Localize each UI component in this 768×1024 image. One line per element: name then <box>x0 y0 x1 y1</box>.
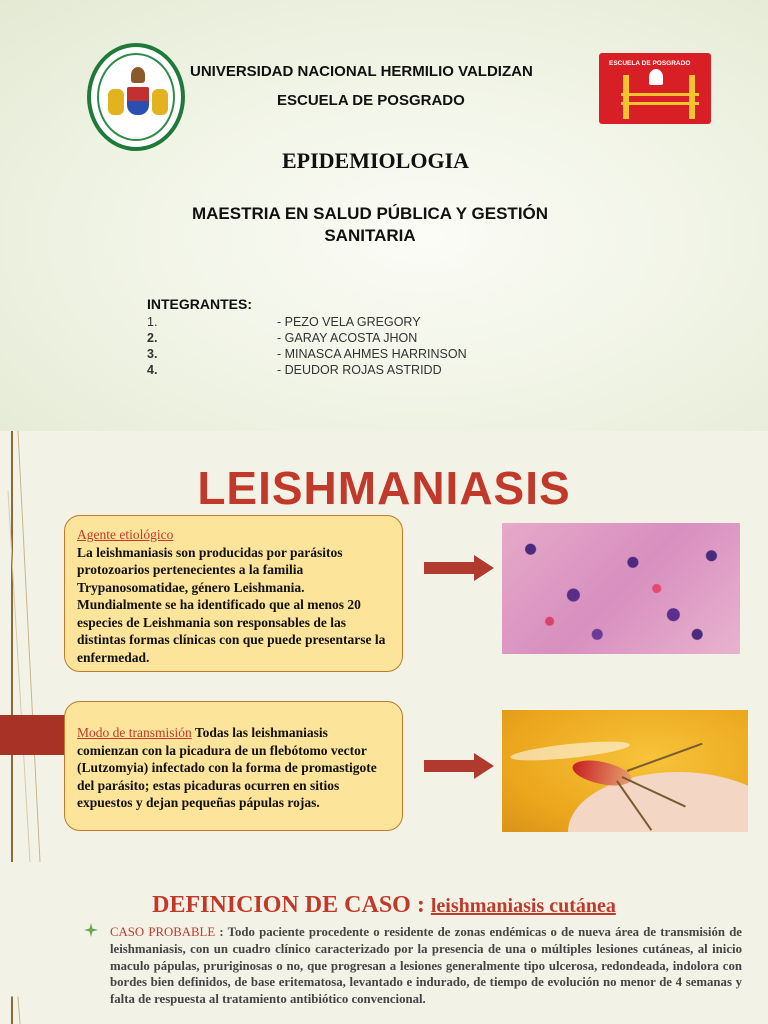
transmission-text: Todas las leishmaniasis comienzan con la picadura de un flebótomo vector (Lutzomyia) infectado con la forma de promastigote del parásito; estas picaduras ocurren en sitios expuestos y dejan pequeñas pápulas rojas. <box>77 725 377 810</box>
decorative-lines <box>0 862 60 1024</box>
sandfly-image <box>502 710 748 832</box>
arrow-right-icon <box>424 753 494 779</box>
member-name: - PEZO VELA GREGORY <box>277 315 421 329</box>
list-item <box>147 347 547 363</box>
case-body: : Todo paciente procedente o residente de zonas endémicas o de nueva área de transmisión de leishmaniasis, con un cuadro clínico caracterizado por la presencia de una o múltiples lesiones cutáneas, al inicio maculo pápulas, pruriginosas o no, que progresan a lesiones generalmente tipo ulcerosa, redondeada, indolora con bordes bien definidos, de base eritematosa, levantado e indurado, de tiempo de evolución no menor de 4 semanas y falta de respuesta al tratamiento antibiótico convencional. <box>110 925 742 1007</box>
seal-crest <box>131 67 145 83</box>
posgrado-logo <box>599 53 711 124</box>
lion-right-icon <box>152 89 168 115</box>
lion-left-icon <box>108 89 124 115</box>
leishmaniasis-slide <box>0 431 768 862</box>
accent-bar <box>0 715 66 755</box>
agent-text: La leishmaniasis son producidas por parásitos protozoarios pertenecientes a la familia Trypanosomatidae, género Leishmania. Mundialmente se ha identificado que al menos 20 especies de Leishmania son responsables de las distintas formas clínicas con que puede presentarse la enfermedad. <box>77 544 386 665</box>
title-sub: leishmaniasis cutánea <box>430 895 616 917</box>
list-item <box>147 331 547 347</box>
member-number: 2. <box>147 331 158 345</box>
wing-shape <box>510 738 631 764</box>
member-number: 1. <box>147 315 158 329</box>
university-seal-logo <box>87 43 185 151</box>
member-name: - DEUDOR ROJAS ASTRIDD <box>277 363 442 377</box>
star-bullet-icon <box>84 923 98 937</box>
agent-box <box>64 515 403 672</box>
agent-heading: Agente etiológico <box>77 527 174 542</box>
figure-icon <box>649 69 663 85</box>
slide-title: LEISHMANIASIS <box>197 462 571 514</box>
member-number: 4. <box>147 363 158 377</box>
program-title: MAESTRIA EN SALUD PÚBLICA Y GESTIÓN SANITARIA <box>191 204 549 245</box>
list-item <box>147 315 547 331</box>
member-name: - GARAY ACOSTA JHON <box>277 331 418 345</box>
leg-shape <box>627 743 703 772</box>
member-name: - MINASCA AHMES HARRINSON <box>277 347 467 361</box>
members-heading: INTEGRANTES: <box>147 296 252 312</box>
microscopy-image <box>502 523 740 654</box>
posgrado-logo-label: ESCUELA DE POSGRADO <box>609 60 691 67</box>
arrow-right-icon <box>424 555 494 581</box>
course-title: EPIDEMIOLOGIA <box>282 148 470 173</box>
member-number: 3. <box>147 347 158 361</box>
transmission-box <box>64 701 403 831</box>
shield-icon <box>127 87 149 115</box>
slide-title <box>0 892 768 919</box>
university-name: UNIVERSIDAD NACIONAL HERMILIO VALDIZAN <box>190 63 533 80</box>
bridge-icon <box>621 93 699 105</box>
case-definition-slide <box>0 862 768 1024</box>
members-list <box>147 315 547 379</box>
list-item <box>147 363 547 379</box>
title-slide <box>0 0 768 431</box>
school-name: ESCUELA DE POSGRADO <box>277 92 465 109</box>
transmission-heading: Modo de transmisión <box>77 725 192 740</box>
title-main: DEFINICION DE CASO : <box>152 892 431 918</box>
case-definition-text <box>110 924 742 1008</box>
case-lead: CASO PROBABLE <box>110 925 216 939</box>
